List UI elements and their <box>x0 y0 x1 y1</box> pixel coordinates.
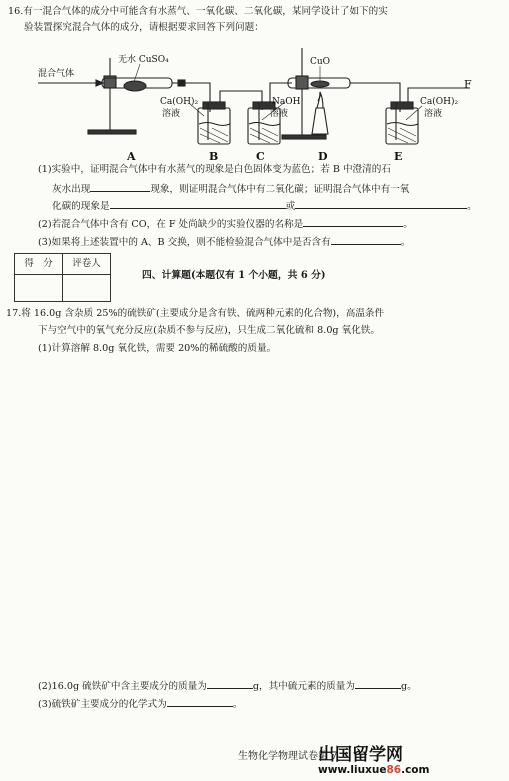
b-reagent-label: Ca(OH)₂ <box>160 97 199 107</box>
score-table <box>14 253 111 302</box>
q17-line1: 17.将 16.0g 含杂质 25%的硫铁矿(主要成分是含有铁、硫两种元素的化合物)，高温条件 <box>6 308 385 319</box>
q17-part3-end: 。 <box>232 699 243 710</box>
q16-part1-b: 灰水出现 <box>52 184 91 195</box>
label-d: D <box>318 150 328 163</box>
q17-part3-row <box>38 696 242 711</box>
c-reagent-label: NaOH <box>272 97 301 107</box>
e-reagent-label: Ca(OH)₂ <box>420 97 459 107</box>
answer-blank-1[interactable] <box>90 181 150 192</box>
score-header: 得 分 <box>15 254 63 275</box>
answer-blank-7[interactable] <box>355 678 401 689</box>
answer-blank-2[interactable] <box>110 198 286 209</box>
q17-part2-a: (2)16.0g 硫铁矿中含主要成分的质量为 <box>38 681 207 692</box>
c-reagent-label2: 溶液 <box>270 109 289 119</box>
label-b: B <box>209 150 219 163</box>
label-c: C <box>256 150 265 163</box>
q17-part1: (1)计算溶解 8.0g 氧化铁，需要 20%的稀硫酸的质量。 <box>38 343 277 354</box>
f-label: F <box>464 78 472 91</box>
page-footer: 生物化学物理试卷第 7 <box>238 751 338 762</box>
answer-blank-5[interactable] <box>331 234 401 245</box>
answer-blank-4[interactable] <box>303 216 403 227</box>
cuo-label: CuO <box>310 57 331 67</box>
q16-line2: 验装置探究混合气体的成分，请根据要求回答下列问题： <box>24 22 264 33</box>
watermark-text: 出国留学网 <box>318 745 403 765</box>
q16-part3-row <box>38 234 410 249</box>
inlet-label: 混合气体 <box>38 69 75 79</box>
q17-line2: 下与空气中的氧气充分反应(杂质不参与反应)，只生成二氧化硫和 8.0g 氧化铁。 <box>38 325 380 336</box>
label-a: A <box>127 150 136 163</box>
label-e: E <box>394 150 403 163</box>
q17-part2-b: g，其中硫元素的质量为 <box>252 681 355 692</box>
b-reagent-label2: 溶液 <box>162 109 181 119</box>
site-watermark <box>318 745 429 777</box>
q16-part1-c: 现象，则证明混合气体中有二氧化碳；证明混合气体中有一氧 <box>150 184 410 195</box>
q16-part2-row <box>38 216 413 231</box>
q16-part1-e: 或 <box>285 201 296 212</box>
q16-part1-b-row <box>52 181 409 196</box>
q17-part3-a: (3)硫铁矿主要成分的化学式为 <box>38 699 167 710</box>
q16-part1-d-row <box>52 198 477 213</box>
apparatus-diagram <box>0 36 509 166</box>
cuso4-label: 无水 CuSO₄ <box>118 55 169 65</box>
watermark-url: www.liuxue86.com <box>318 764 430 777</box>
grader-header: 评卷人 <box>63 254 111 275</box>
q16-part3: (3)如果将上述装置中的 A、B 交换，则不能检验混合气体中是否含有 <box>38 237 331 248</box>
q16-part1-d: 化碳的现象是 <box>52 201 110 212</box>
q17-part2-c: g。 <box>400 681 417 692</box>
e-reagent-label2: 溶液 <box>424 109 443 119</box>
section-heading: 四、计算题(本题仅有 1 个小题，共 6 分) <box>142 270 326 281</box>
q17-part2-row <box>38 678 417 693</box>
q16-part1-end: 。 <box>467 201 477 212</box>
answer-blank-6[interactable] <box>207 678 253 689</box>
score-cell[interactable] <box>15 275 63 302</box>
q16-part2-end: 。 <box>403 219 413 230</box>
q16-part1-a: (1)实验中，证明混合气体中有水蒸气的现象是白色固体变为蓝色；若 B 中澄清的石 <box>38 164 391 175</box>
q16-line1: 16.有一混合气体的成分中可能含有水蒸气、一氧化碳、二氧化碳，某同学设计了如下的实 <box>8 6 388 17</box>
answer-blank-3[interactable] <box>295 198 467 209</box>
q16-part2: (2)若混合气体中含有 CO，在 F 处尚缺少的实验仪器的名称是 <box>38 219 304 230</box>
q16-part3-end: 。 <box>400 237 411 248</box>
grader-cell[interactable] <box>63 275 111 302</box>
answer-blank-8[interactable] <box>167 696 233 707</box>
